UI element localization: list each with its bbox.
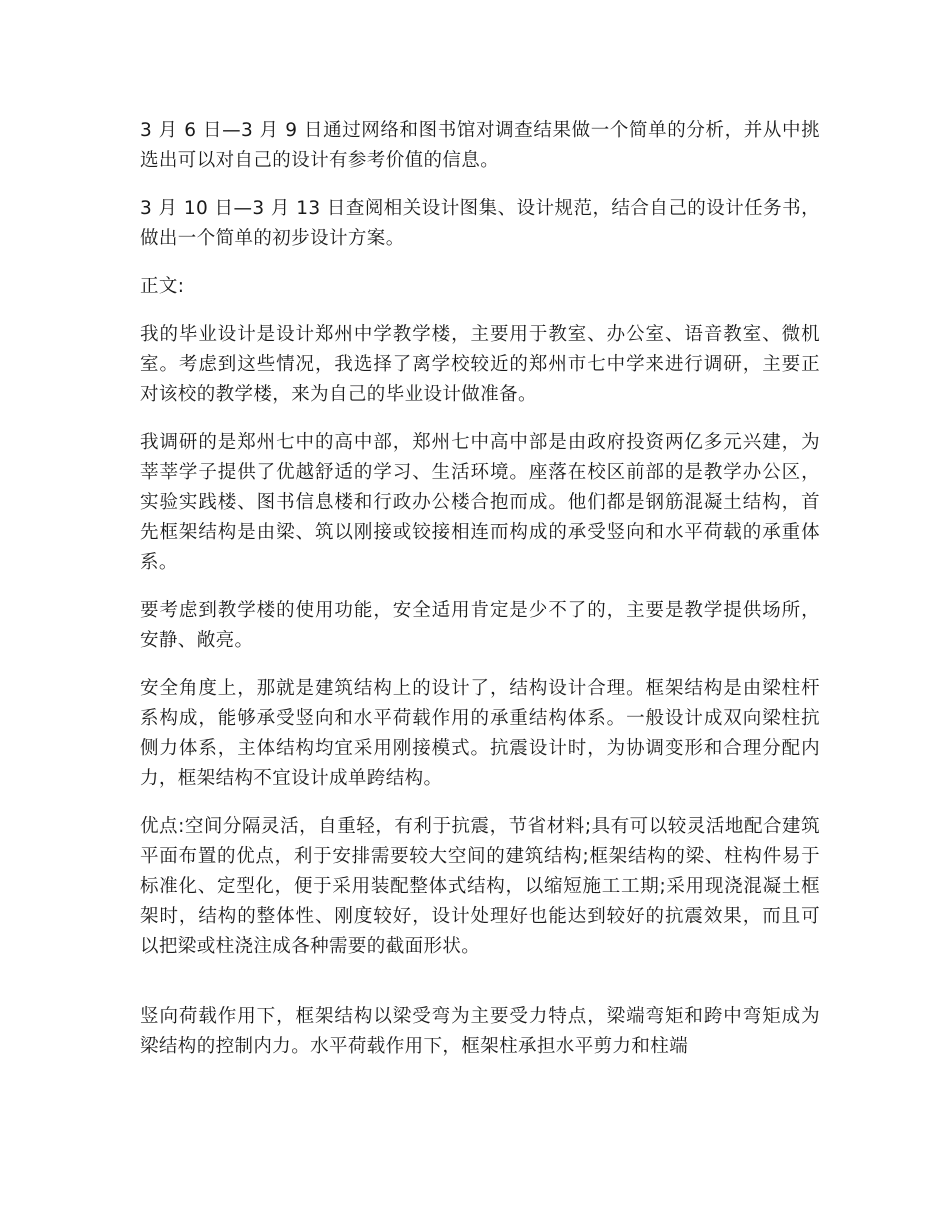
- paragraph-schedule-analysis: 3 月 6 日—3 月 9 日通过网络和图书馆对调查结果做一个简单的分析，并从中挑选出可以对自己的设计有参考价值的信息。: [140, 120, 820, 171]
- paragraph-function-requirements: 要考虑到教学楼的使用功能，安全适用肯定是少不了的，主要是教学提供场所，安静、敞亮。: [140, 600, 820, 651]
- paragraph-advantages: 优点:空间分隔灵活，自重轻，有利于抗震，节省材料;具有可以较灵活地配合建筑平面布置的优点，利于安排需要较大空间的建筑结构;框架结构的梁、柱构件易于标准化、定型化，便于采用装配整体式结构，以缩短施工工期;采用现浇混凝土框架时，结构的整体性、刚度较好，设计处理好也能达到较好的抗震效果，而且可以把梁或柱浇注成各种需要的截面形状。: [140, 816, 820, 957]
- paragraph-schedule-design: 3 月 10 日—3 月 13 日查阅相关设计图集、设计规范，结合自己的设计任务书，做出一个简单的初步设计方案。: [140, 198, 820, 249]
- paragraph-load-behavior: 竖向荷载作用下，框架结构以梁受弯为主要受力特点，梁端弯矩和跨中弯矩成为梁结构的控制内力。水平荷载作用下，框架柱承担水平剪力和柱端: [140, 1006, 820, 1057]
- section-heading-main-text: 正文:: [140, 276, 185, 297]
- paragraph-project-intro: 我的毕业设计是设计郑州中学教学楼，主要用于教室、办公室、语音教室、微机室。考虑到这些情况，我选择了离学校较近的郑州市七中学来进行调研，主要正对该校的教学楼，来为自己的毕业设计做准备。: [140, 324, 820, 405]
- paragraph-structural-safety: 安全角度上，那就是建筑结构上的设计了，结构设计合理。框架结构是由梁柱杆系构成，能够承受竖向和水平荷载作用的承重结构体系。一般设计成双向梁柱抗侧力体系，主体结构均宜采用刚接模式。抗震设计时，为协调变形和合理分配内力，框架结构不宜设计成单跨结构。: [140, 678, 820, 789]
- document-body: [140, 116, 820, 1062]
- paragraph-school-description: 我调研的是郑州七中的高中部，郑州七中高中部是由政府投资两亿多元兴建，为莘莘学子提供了优越舒适的学习、生活环境。座落在校区前部的是教学办公区，实验实践楼、图书信息楼和行政办公楼合抱而成。他们都是钢筋混凝土结构，首先框架结构是由梁、筑以刚接或铰接相连而构成的承受竖向和水平荷载的承重体系。: [140, 432, 820, 573]
